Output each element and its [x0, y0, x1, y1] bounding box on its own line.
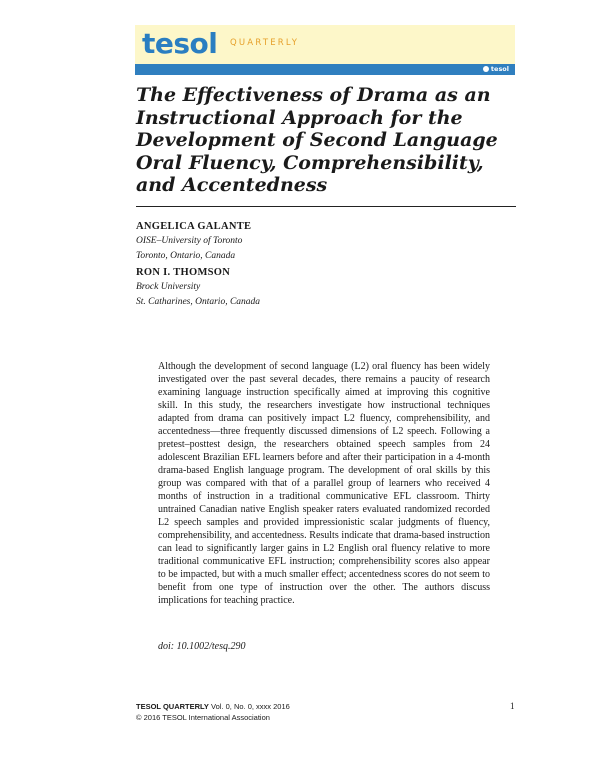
author-affiliation: OISE–University of Toronto: [136, 236, 243, 246]
footer-journal-line: [136, 701, 290, 712]
banner-stripe: [135, 64, 515, 75]
footer-volume-info: Vol. 0, No. 0, xxxx 2016: [211, 702, 290, 711]
author-location: Toronto, Ontario, Canada: [136, 251, 236, 261]
author-block: [136, 265, 260, 310]
journal-logo-subtitle: QUARTERLY: [230, 38, 300, 48]
doi-link[interactable]: doi: 10.1002/tesq.290: [158, 641, 246, 652]
author-location: St. Catharines, Ontario, Canada: [136, 297, 261, 307]
abstract-text: Although the development of second language (L2) oral fluency has been widely investigated over the past several decades, there remains a paucity of research examining language instruction specifically aimed at improving this cognitive skill. In this study, the researchers investigate how instructional techniques adapted from drama can positively impact L2 fluency, comprehensibility, and accentedness—three frequently discussed dimensions of L2 speech. Following a pretest–posttest design, the researchers obtained speech samples from 24 adolescent Brazilian EFL learners before and after their participation in a 4-month drama-based English language program. The development of oral skills by this group was compared with that of a parallel group of learners who received 4 months of instruction in a traditional communicative EFL classroom. Thirty untrained Canadian native English speaker raters evaluated randomized recorded L2 speech samples and provided impressionistic scalar judgments of fluency, comprehensibility, and accentedness. Results indicate that drama-based instruction can lead to significantly larger gains in L2 English oral fluency relative to more traditional communicative EFL instruction; comprehensibility scores also appear to be impacted, but with a much smaller effect; accentedness scores do not seem to benefit from one type of instruction over the other. The authors discuss implications for teaching practice.: [158, 361, 490, 606]
title-divider: [136, 206, 516, 207]
footer-journal-name: TESOL QUARTERLY: [136, 702, 209, 711]
footer-copyright: © 2016 TESOL International Association: [136, 713, 270, 722]
journal-header-banner: [135, 25, 515, 75]
page-footer: [136, 701, 290, 723]
publisher-brand-text: tesol: [490, 65, 509, 73]
article-title: The Effectiveness of Drama as an Instructional Approach for the Development of Second Language Oral Fluency, Comprehensibility, and Accentedness: [136, 84, 498, 196]
author-affiliation: Brock University: [136, 282, 201, 292]
publisher-brand: [483, 65, 509, 74]
author-block: [136, 219, 251, 264]
author-name: RON I. THOMSON: [136, 267, 231, 278]
journal-logo: tesol: [142, 27, 218, 60]
publisher-logo-icon: [483, 66, 489, 72]
page-number: 1: [510, 701, 515, 711]
author-name: ANGELICA GALANTE: [136, 221, 252, 232]
